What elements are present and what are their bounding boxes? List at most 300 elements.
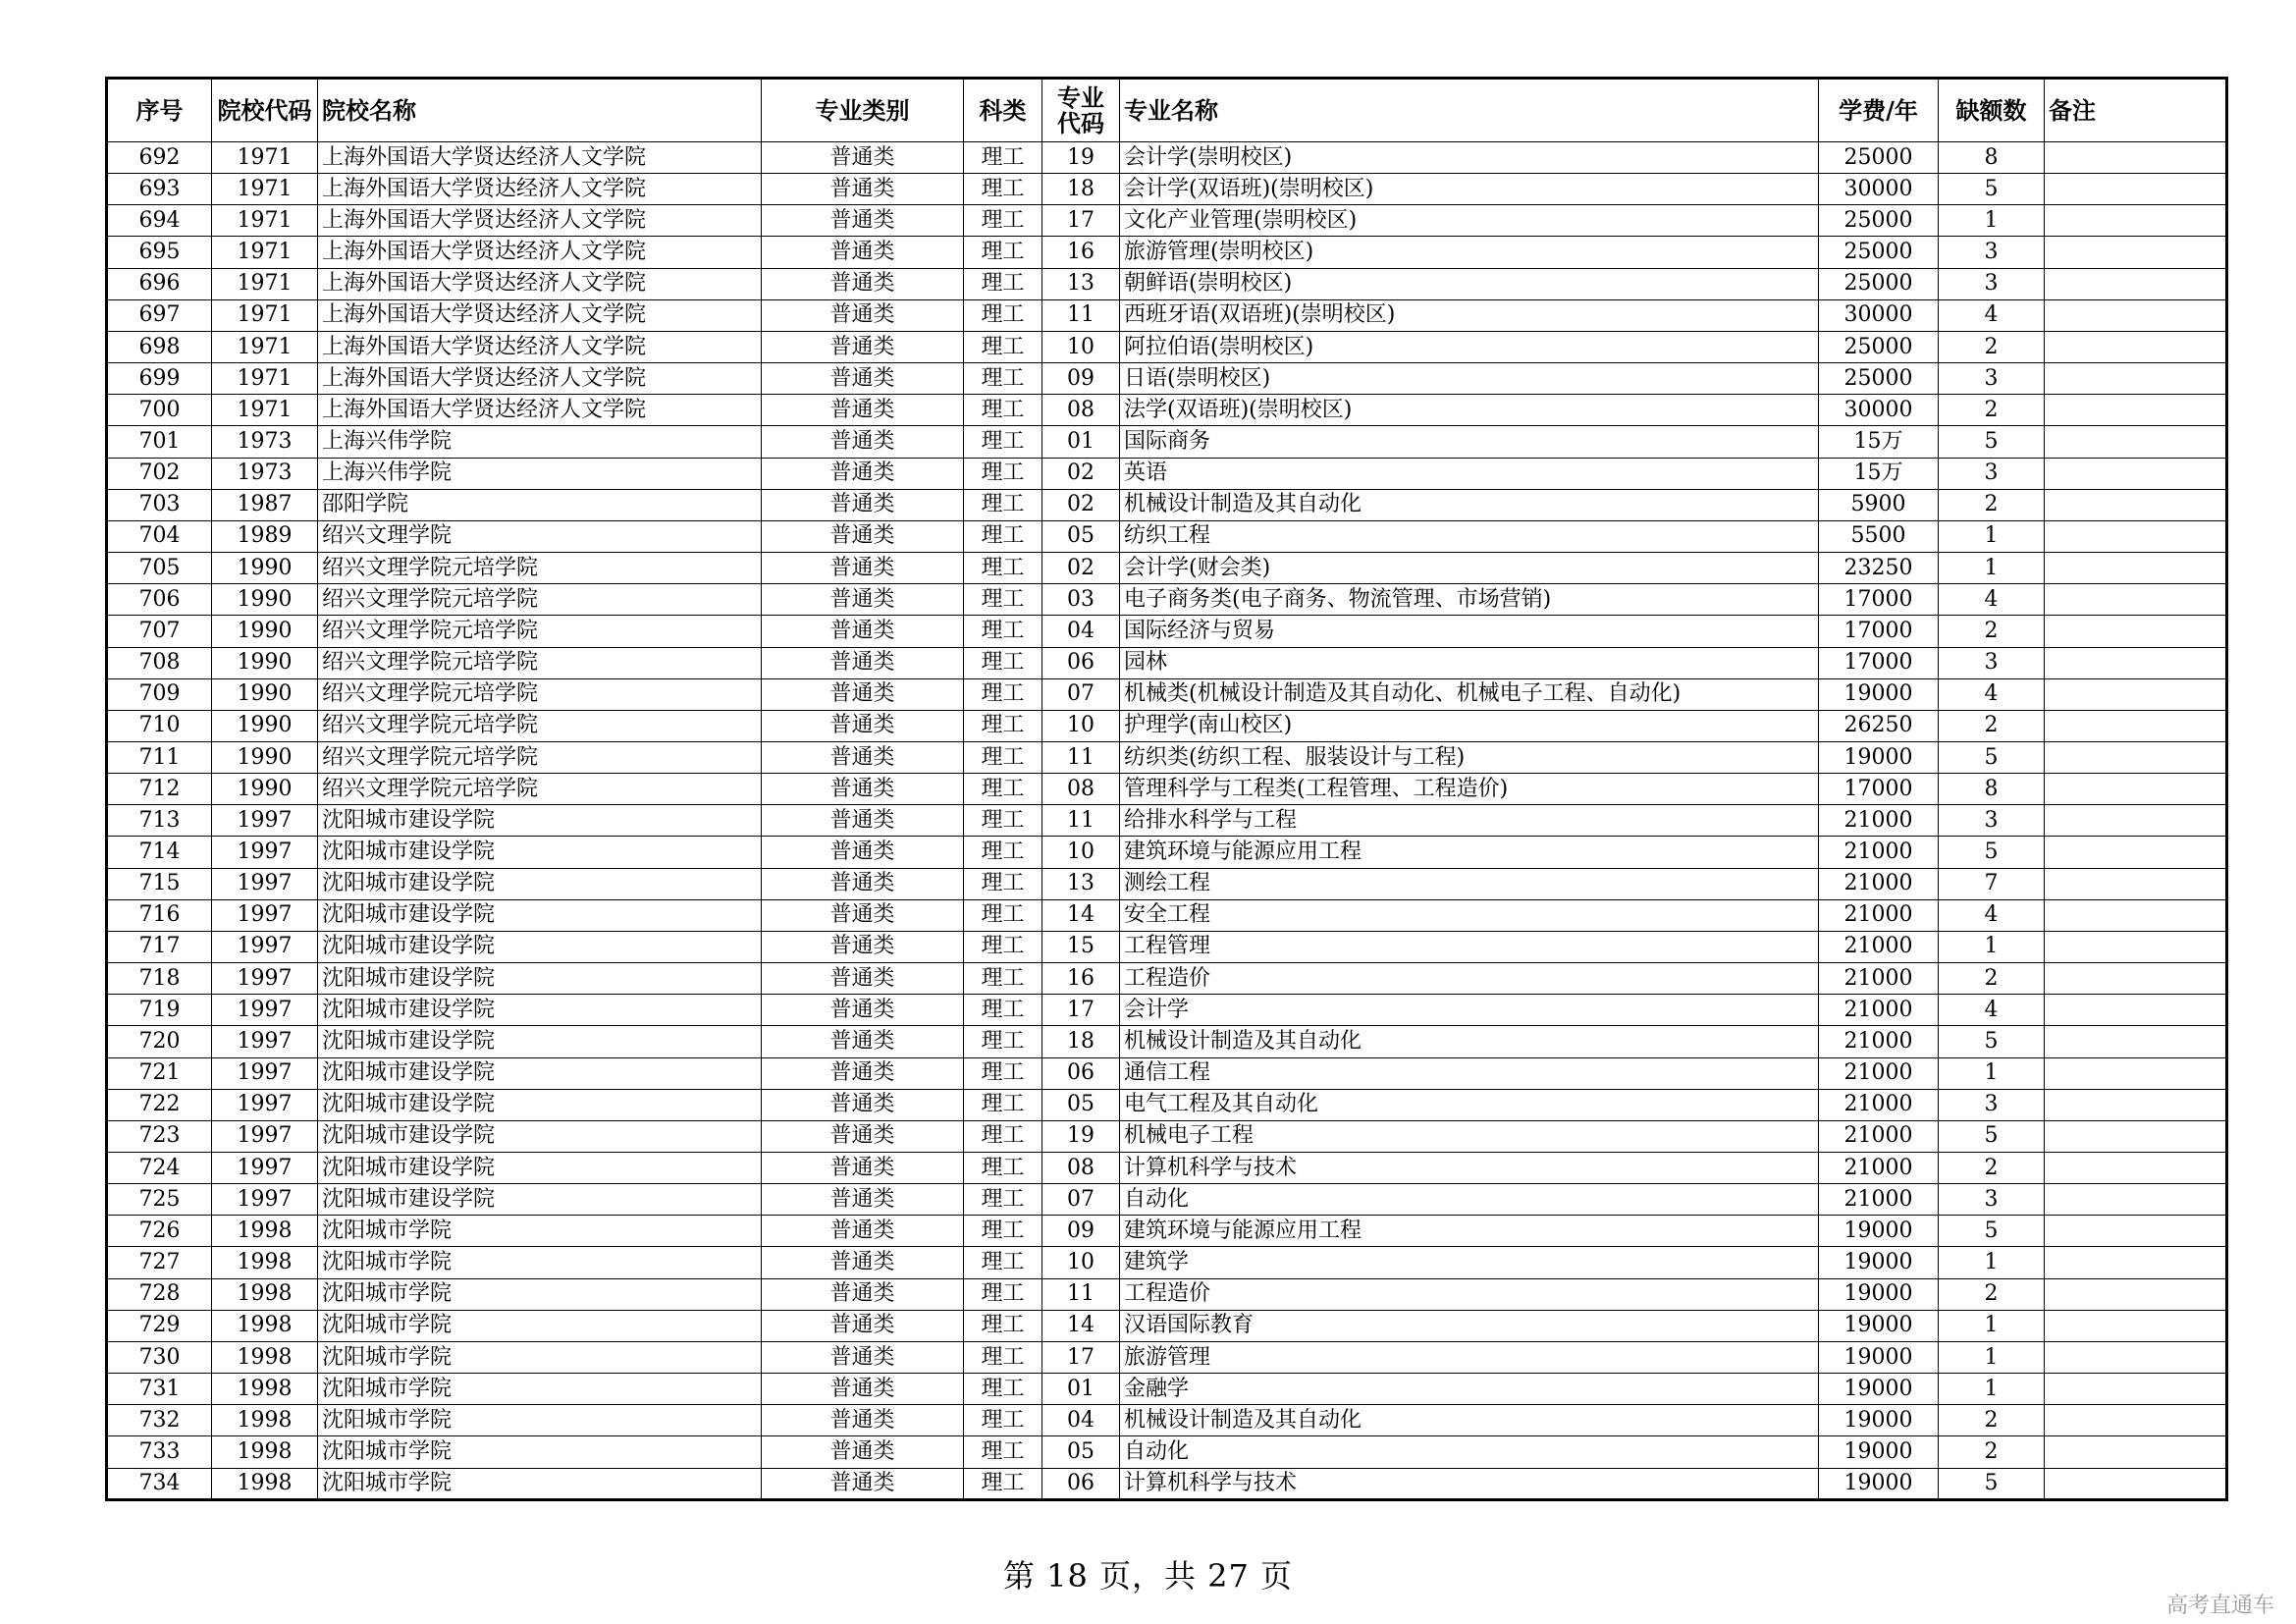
cell-school-code: 1990 bbox=[212, 741, 318, 773]
cell-seq: 713 bbox=[107, 805, 212, 837]
cell-major-type: 普通类 bbox=[762, 1278, 964, 1310]
cell-subject: 理工 bbox=[964, 1374, 1042, 1405]
cell-remarks bbox=[2045, 395, 2227, 426]
cell-major-type: 普通类 bbox=[762, 174, 964, 205]
header-subject: 科类 bbox=[964, 79, 1042, 142]
cell-school-name: 沈阳城市学院 bbox=[318, 1374, 762, 1405]
cell-tuition: 17000 bbox=[1819, 616, 1939, 647]
table-row bbox=[107, 142, 2227, 174]
cell-major-name: 自动化 bbox=[1120, 1436, 1819, 1468]
cell-tuition: 19000 bbox=[1819, 1278, 1939, 1310]
cell-major-code: 05 bbox=[1042, 1436, 1120, 1468]
cell-tuition: 21000 bbox=[1819, 1026, 1939, 1057]
cell-seq: 718 bbox=[107, 963, 212, 995]
cell-major-name: 自动化 bbox=[1120, 1184, 1819, 1216]
cell-major-type: 普通类 bbox=[762, 741, 964, 773]
cell-vacancies: 5 bbox=[1939, 426, 2045, 458]
cell-major-name: 给排水科学与工程 bbox=[1120, 805, 1819, 837]
cell-tuition: 21000 bbox=[1819, 868, 1939, 899]
cell-remarks bbox=[2045, 931, 2227, 962]
cell-tuition: 21000 bbox=[1819, 931, 1939, 962]
cell-major-code: 14 bbox=[1042, 1310, 1120, 1341]
cell-subject: 理工 bbox=[964, 805, 1042, 837]
cell-major-code: 10 bbox=[1042, 837, 1120, 868]
cell-school-code: 1997 bbox=[212, 1153, 318, 1184]
cell-remarks bbox=[2045, 710, 2227, 741]
cell-major-code: 04 bbox=[1042, 1405, 1120, 1436]
cell-major-name: 计算机科学与技术 bbox=[1120, 1153, 1819, 1184]
cell-major-name: 机械设计制造及其自动化 bbox=[1120, 1026, 1819, 1057]
table-row bbox=[107, 584, 2227, 616]
cell-major-name: 工程造价 bbox=[1120, 963, 1819, 995]
header-school-name: 院校名称 bbox=[318, 79, 762, 142]
header-major-code-line1: 专业 bbox=[1057, 82, 1104, 112]
cell-seq: 694 bbox=[107, 205, 212, 237]
cell-major-name: 会计学(崇明校区) bbox=[1120, 142, 1819, 174]
cell-school-code: 1997 bbox=[212, 1184, 318, 1216]
table-row bbox=[107, 710, 2227, 741]
cell-vacancies: 2 bbox=[1939, 1436, 2045, 1468]
cell-vacancies: 5 bbox=[1939, 1468, 2045, 1499]
cell-school-name: 绍兴文理学院元培学院 bbox=[318, 741, 762, 773]
header-seq: 序号 bbox=[107, 79, 212, 142]
cell-vacancies: 3 bbox=[1939, 1089, 2045, 1120]
cell-subject: 理工 bbox=[964, 1468, 1042, 1499]
cell-major-type: 普通类 bbox=[762, 868, 964, 899]
cell-tuition: 19000 bbox=[1819, 1436, 1939, 1468]
cell-major-code: 08 bbox=[1042, 395, 1120, 426]
table-row bbox=[107, 1374, 2227, 1405]
cell-tuition: 19000 bbox=[1819, 1374, 1939, 1405]
cell-school-name: 沈阳城市建设学院 bbox=[318, 899, 762, 931]
cell-major-type: 普通类 bbox=[762, 616, 964, 647]
cell-school-code: 1990 bbox=[212, 616, 318, 647]
cell-school-code: 1998 bbox=[212, 1310, 318, 1341]
cell-remarks bbox=[2045, 1374, 2227, 1405]
cell-major-name: 机械设计制造及其自动化 bbox=[1120, 489, 1819, 520]
cell-subject: 理工 bbox=[964, 1436, 1042, 1468]
table-row bbox=[107, 678, 2227, 710]
cell-major-type: 普通类 bbox=[762, 520, 964, 552]
cell-school-code: 1998 bbox=[212, 1341, 318, 1373]
cell-seq: 728 bbox=[107, 1278, 212, 1310]
cell-tuition: 21000 bbox=[1819, 899, 1939, 931]
cell-vacancies: 2 bbox=[1939, 395, 2045, 426]
cell-remarks bbox=[2045, 1341, 2227, 1373]
cell-seq: 703 bbox=[107, 489, 212, 520]
cell-school-name: 绍兴文理学院元培学院 bbox=[318, 584, 762, 616]
cell-subject: 理工 bbox=[964, 837, 1042, 868]
cell-school-code: 1997 bbox=[212, 1057, 318, 1089]
cell-major-type: 普通类 bbox=[762, 395, 964, 426]
cell-seq: 699 bbox=[107, 363, 212, 395]
cell-school-name: 沈阳城市建设学院 bbox=[318, 1057, 762, 1089]
cell-school-code: 1989 bbox=[212, 520, 318, 552]
cell-tuition: 21000 bbox=[1819, 995, 1939, 1026]
cell-subject: 理工 bbox=[964, 174, 1042, 205]
cell-seq: 727 bbox=[107, 1247, 212, 1278]
cell-remarks bbox=[2045, 741, 2227, 773]
cell-school-code: 1971 bbox=[212, 363, 318, 395]
cell-major-type: 普通类 bbox=[762, 710, 964, 741]
cell-major-code: 09 bbox=[1042, 363, 1120, 395]
table-row bbox=[107, 363, 2227, 395]
cell-school-name: 沈阳城市建设学院 bbox=[318, 1120, 762, 1152]
cell-subject: 理工 bbox=[964, 647, 1042, 678]
cell-vacancies: 2 bbox=[1939, 489, 2045, 520]
cell-major-code: 10 bbox=[1042, 1247, 1120, 1278]
cell-vacancies: 2 bbox=[1939, 1153, 2045, 1184]
cell-remarks bbox=[2045, 774, 2227, 805]
cell-subject: 理工 bbox=[964, 363, 1042, 395]
cell-major-name: 英语 bbox=[1120, 458, 1819, 489]
cell-major-name: 日语(崇明校区) bbox=[1120, 363, 1819, 395]
cell-major-name: 机械电子工程 bbox=[1120, 1120, 1819, 1152]
cell-subject: 理工 bbox=[964, 1120, 1042, 1152]
cell-remarks bbox=[2045, 868, 2227, 899]
cell-major-code: 19 bbox=[1042, 1120, 1120, 1152]
cell-subject: 理工 bbox=[964, 268, 1042, 299]
cell-major-code: 10 bbox=[1042, 710, 1120, 741]
table-row bbox=[107, 331, 2227, 362]
cell-major-type: 普通类 bbox=[762, 363, 964, 395]
cell-vacancies: 1 bbox=[1939, 553, 2045, 584]
cell-remarks bbox=[2045, 584, 2227, 616]
cell-seq: 722 bbox=[107, 1089, 212, 1120]
cell-subject: 理工 bbox=[964, 426, 1042, 458]
cell-major-name: 工程管理 bbox=[1120, 931, 1819, 962]
cell-major-code: 13 bbox=[1042, 268, 1120, 299]
cell-seq: 717 bbox=[107, 931, 212, 962]
cell-school-name: 绍兴文理学院 bbox=[318, 520, 762, 552]
cell-subject: 理工 bbox=[964, 931, 1042, 962]
cell-seq: 697 bbox=[107, 299, 212, 331]
cell-school-name: 绍兴文理学院元培学院 bbox=[318, 616, 762, 647]
cell-major-type: 普通类 bbox=[762, 489, 964, 520]
table-row bbox=[107, 837, 2227, 868]
cell-remarks bbox=[2045, 268, 2227, 299]
cell-seq: 720 bbox=[107, 1026, 212, 1057]
cell-tuition: 21000 bbox=[1819, 1057, 1939, 1089]
cell-tuition: 21000 bbox=[1819, 805, 1939, 837]
cell-school-code: 1997 bbox=[212, 899, 318, 931]
cell-seq: 705 bbox=[107, 553, 212, 584]
cell-school-name: 上海外国语大学贤达经济人文学院 bbox=[318, 363, 762, 395]
cell-major-type: 普通类 bbox=[762, 647, 964, 678]
cell-major-type: 普通类 bbox=[762, 963, 964, 995]
cell-subject: 理工 bbox=[964, 205, 1042, 237]
cell-major-type: 普通类 bbox=[762, 837, 964, 868]
cell-major-type: 普通类 bbox=[762, 1184, 964, 1216]
cell-school-name: 绍兴文理学院元培学院 bbox=[318, 710, 762, 741]
cell-school-name: 上海兴伟学院 bbox=[318, 458, 762, 489]
cell-school-name: 绍兴文理学院元培学院 bbox=[318, 553, 762, 584]
table-row bbox=[107, 931, 2227, 962]
cell-subject: 理工 bbox=[964, 1089, 1042, 1120]
cell-seq: 715 bbox=[107, 868, 212, 899]
cell-remarks bbox=[2045, 1184, 2227, 1216]
cell-major-code: 16 bbox=[1042, 963, 1120, 995]
cell-major-name: 纺织类(纺织工程、服装设计与工程) bbox=[1120, 741, 1819, 773]
cell-major-type: 普通类 bbox=[762, 1310, 964, 1341]
cell-vacancies: 1 bbox=[1939, 1374, 2045, 1405]
cell-remarks bbox=[2045, 616, 2227, 647]
cell-vacancies: 5 bbox=[1939, 741, 2045, 773]
cell-tuition: 30000 bbox=[1819, 299, 1939, 331]
cell-seq: 696 bbox=[107, 268, 212, 299]
cell-tuition: 21000 bbox=[1819, 837, 1939, 868]
cell-major-code: 19 bbox=[1042, 142, 1120, 174]
cell-school-code: 1998 bbox=[212, 1405, 318, 1436]
header-major-code-line2: 代码 bbox=[1057, 108, 1104, 137]
cell-major-type: 普通类 bbox=[762, 205, 964, 237]
cell-major-name: 纺织工程 bbox=[1120, 520, 1819, 552]
cell-tuition: 15万 bbox=[1819, 426, 1939, 458]
cell-remarks bbox=[2045, 520, 2227, 552]
table-row bbox=[107, 1216, 2227, 1247]
cell-major-code: 18 bbox=[1042, 174, 1120, 205]
cell-remarks bbox=[2045, 1436, 2227, 1468]
cell-tuition: 21000 bbox=[1819, 1184, 1939, 1216]
cell-school-code: 1997 bbox=[212, 868, 318, 899]
cell-seq: 729 bbox=[107, 1310, 212, 1341]
cell-tuition: 19000 bbox=[1819, 1247, 1939, 1278]
cell-major-name: 会计学(双语班)(崇明校区) bbox=[1120, 174, 1819, 205]
cell-major-type: 普通类 bbox=[762, 1436, 964, 1468]
cell-vacancies: 2 bbox=[1939, 331, 2045, 362]
cell-school-code: 1998 bbox=[212, 1374, 318, 1405]
cell-seq: 710 bbox=[107, 710, 212, 741]
cell-subject: 理工 bbox=[964, 899, 1042, 931]
cell-major-code: 02 bbox=[1042, 458, 1120, 489]
cell-vacancies: 1 bbox=[1939, 1247, 2045, 1278]
cell-major-code: 18 bbox=[1042, 1026, 1120, 1057]
cell-major-code: 10 bbox=[1042, 331, 1120, 362]
cell-tuition: 26250 bbox=[1819, 710, 1939, 741]
watermark-text: 高考直通车 bbox=[2165, 1594, 2274, 1618]
cell-major-code: 11 bbox=[1042, 741, 1120, 773]
cell-school-code: 1997 bbox=[212, 995, 318, 1026]
cell-subject: 理工 bbox=[964, 1057, 1042, 1089]
cell-remarks bbox=[2045, 1278, 2227, 1310]
cell-school-code: 1971 bbox=[212, 331, 318, 362]
cell-vacancies: 1 bbox=[1939, 1341, 2045, 1373]
cell-major-code: 11 bbox=[1042, 299, 1120, 331]
cell-major-name: 安全工程 bbox=[1120, 899, 1819, 931]
cell-major-code: 07 bbox=[1042, 678, 1120, 710]
cell-major-name: 工程造价 bbox=[1120, 1278, 1819, 1310]
cell-remarks bbox=[2045, 1120, 2227, 1152]
cell-major-name: 西班牙语(双语班)(崇明校区) bbox=[1120, 299, 1819, 331]
table-row bbox=[107, 995, 2227, 1026]
cell-major-code: 17 bbox=[1042, 205, 1120, 237]
cell-school-code: 1997 bbox=[212, 963, 318, 995]
cell-remarks bbox=[2045, 995, 2227, 1026]
cell-school-name: 沈阳城市学院 bbox=[318, 1278, 762, 1310]
header-remarks: 备注 bbox=[2045, 79, 2227, 142]
cell-major-type: 普通类 bbox=[762, 299, 964, 331]
cell-subject: 理工 bbox=[964, 1278, 1042, 1310]
cell-school-code: 1990 bbox=[212, 678, 318, 710]
cell-school-code: 1997 bbox=[212, 805, 318, 837]
cell-vacancies: 5 bbox=[1939, 1120, 2045, 1152]
cell-major-name: 旅游管理(崇明校区) bbox=[1120, 237, 1819, 268]
cell-major-code: 01 bbox=[1042, 1374, 1120, 1405]
cell-major-type: 普通类 bbox=[762, 1089, 964, 1120]
cell-vacancies: 3 bbox=[1939, 363, 2045, 395]
cell-major-name: 机械类(机械设计制造及其自动化、机械电子工程、自动化) bbox=[1120, 678, 1819, 710]
cell-seq: 704 bbox=[107, 520, 212, 552]
cell-seq: 698 bbox=[107, 331, 212, 362]
cell-subject: 理工 bbox=[964, 710, 1042, 741]
cell-school-name: 沈阳城市学院 bbox=[318, 1436, 762, 1468]
cell-seq: 708 bbox=[107, 647, 212, 678]
cell-school-name: 沈阳城市学院 bbox=[318, 1405, 762, 1436]
cell-remarks bbox=[2045, 899, 2227, 931]
cell-vacancies: 2 bbox=[1939, 616, 2045, 647]
cell-subject: 理工 bbox=[964, 1026, 1042, 1057]
table-row bbox=[107, 1247, 2227, 1278]
cell-major-name: 电子商务类(电子商务、物流管理、市场营销) bbox=[1120, 584, 1819, 616]
cell-school-name: 绍兴文理学院元培学院 bbox=[318, 774, 762, 805]
cell-subject: 理工 bbox=[964, 489, 1042, 520]
cell-school-name: 沈阳城市学院 bbox=[318, 1216, 762, 1247]
cell-tuition: 17000 bbox=[1819, 584, 1939, 616]
cell-vacancies: 3 bbox=[1939, 237, 2045, 268]
cell-school-name: 沈阳城市建设学院 bbox=[318, 995, 762, 1026]
cell-subject: 理工 bbox=[964, 395, 1042, 426]
cell-remarks bbox=[2045, 837, 2227, 868]
cell-vacancies: 4 bbox=[1939, 995, 2045, 1026]
cell-major-type: 普通类 bbox=[762, 899, 964, 931]
table-row bbox=[107, 205, 2227, 237]
cell-vacancies: 2 bbox=[1939, 1278, 2045, 1310]
cell-school-code: 1971 bbox=[212, 268, 318, 299]
cell-vacancies: 4 bbox=[1939, 899, 2045, 931]
table-row bbox=[107, 1120, 2227, 1152]
table-row bbox=[107, 489, 2227, 520]
cell-school-name: 绍兴文理学院元培学院 bbox=[318, 647, 762, 678]
table-row bbox=[107, 774, 2227, 805]
cell-vacancies: 2 bbox=[1939, 710, 2045, 741]
cell-remarks bbox=[2045, 1216, 2227, 1247]
cell-major-code: 05 bbox=[1042, 520, 1120, 552]
cell-major-type: 普通类 bbox=[762, 774, 964, 805]
table-row bbox=[107, 1278, 2227, 1310]
cell-major-code: 16 bbox=[1042, 237, 1120, 268]
cell-school-name: 绍兴文理学院元培学院 bbox=[318, 678, 762, 710]
cell-vacancies: 5 bbox=[1939, 1216, 2045, 1247]
cell-major-name: 园林 bbox=[1120, 647, 1819, 678]
cell-tuition: 25000 bbox=[1819, 363, 1939, 395]
cell-remarks bbox=[2045, 1405, 2227, 1436]
cell-seq: 701 bbox=[107, 426, 212, 458]
cell-school-name: 沈阳城市建设学院 bbox=[318, 1026, 762, 1057]
cell-tuition: 5500 bbox=[1819, 520, 1939, 552]
cell-vacancies: 3 bbox=[1939, 805, 2045, 837]
cell-school-code: 1971 bbox=[212, 299, 318, 331]
table-row bbox=[107, 963, 2227, 995]
cell-major-type: 普通类 bbox=[762, 995, 964, 1026]
cell-tuition: 19000 bbox=[1819, 741, 1939, 773]
cell-subject: 理工 bbox=[964, 142, 1042, 174]
cell-major-type: 普通类 bbox=[762, 1374, 964, 1405]
table-row bbox=[107, 1468, 2227, 1499]
cell-seq: 709 bbox=[107, 678, 212, 710]
cell-remarks bbox=[2045, 553, 2227, 584]
cell-major-type: 普通类 bbox=[762, 1057, 964, 1089]
cell-tuition: 19000 bbox=[1819, 678, 1939, 710]
cell-major-type: 普通类 bbox=[762, 1468, 964, 1499]
cell-remarks bbox=[2045, 805, 2227, 837]
cell-remarks bbox=[2045, 299, 2227, 331]
cell-vacancies: 1 bbox=[1939, 1310, 2045, 1341]
cell-major-code: 03 bbox=[1042, 584, 1120, 616]
cell-remarks bbox=[2045, 489, 2227, 520]
cell-major-code: 17 bbox=[1042, 995, 1120, 1026]
cell-subject: 理工 bbox=[964, 237, 1042, 268]
cell-major-code: 05 bbox=[1042, 1089, 1120, 1120]
cell-vacancies: 3 bbox=[1939, 268, 2045, 299]
cell-school-name: 上海外国语大学贤达经济人文学院 bbox=[318, 299, 762, 331]
cell-seq: 714 bbox=[107, 837, 212, 868]
cell-major-code: 07 bbox=[1042, 1184, 1120, 1216]
cell-major-type: 普通类 bbox=[762, 1153, 964, 1184]
cell-vacancies: 2 bbox=[1939, 963, 2045, 995]
cell-remarks bbox=[2045, 426, 2227, 458]
cell-tuition: 25000 bbox=[1819, 331, 1939, 362]
cell-major-code: 15 bbox=[1042, 931, 1120, 962]
cell-vacancies: 4 bbox=[1939, 299, 2045, 331]
cell-vacancies: 4 bbox=[1939, 678, 2045, 710]
cell-tuition: 17000 bbox=[1819, 774, 1939, 805]
table-row bbox=[107, 868, 2227, 899]
cell-school-code: 1998 bbox=[212, 1216, 318, 1247]
cell-tuition: 21000 bbox=[1819, 1120, 1939, 1152]
table-row bbox=[107, 553, 2227, 584]
cell-school-name: 沈阳城市建设学院 bbox=[318, 805, 762, 837]
cell-subject: 理工 bbox=[964, 458, 1042, 489]
cell-school-name: 沈阳城市建设学院 bbox=[318, 963, 762, 995]
cell-major-name: 会计学 bbox=[1120, 995, 1819, 1026]
cell-school-code: 1990 bbox=[212, 774, 318, 805]
cell-subject: 理工 bbox=[964, 1184, 1042, 1216]
cell-vacancies: 8 bbox=[1939, 774, 2045, 805]
table-row bbox=[107, 1405, 2227, 1436]
cell-seq: 711 bbox=[107, 741, 212, 773]
cell-school-code: 1990 bbox=[212, 647, 318, 678]
cell-major-type: 普通类 bbox=[762, 237, 964, 268]
cell-remarks bbox=[2045, 331, 2227, 362]
cell-major-name: 建筑学 bbox=[1120, 1247, 1819, 1278]
cell-major-type: 普通类 bbox=[762, 931, 964, 962]
cell-subject: 理工 bbox=[964, 741, 1042, 773]
cell-seq: 725 bbox=[107, 1184, 212, 1216]
cell-tuition: 23250 bbox=[1819, 553, 1939, 584]
cell-school-code: 1987 bbox=[212, 489, 318, 520]
cell-major-type: 普通类 bbox=[762, 678, 964, 710]
cell-seq: 719 bbox=[107, 995, 212, 1026]
cell-school-code: 1990 bbox=[212, 710, 318, 741]
cell-remarks bbox=[2045, 1057, 2227, 1089]
cell-seq: 733 bbox=[107, 1436, 212, 1468]
cell-subject: 理工 bbox=[964, 995, 1042, 1026]
cell-major-code: 11 bbox=[1042, 1278, 1120, 1310]
cell-school-name: 上海兴伟学院 bbox=[318, 426, 762, 458]
cell-school-code: 1998 bbox=[212, 1436, 318, 1468]
cell-vacancies: 5 bbox=[1939, 1026, 2045, 1057]
cell-major-code: 08 bbox=[1042, 774, 1120, 805]
